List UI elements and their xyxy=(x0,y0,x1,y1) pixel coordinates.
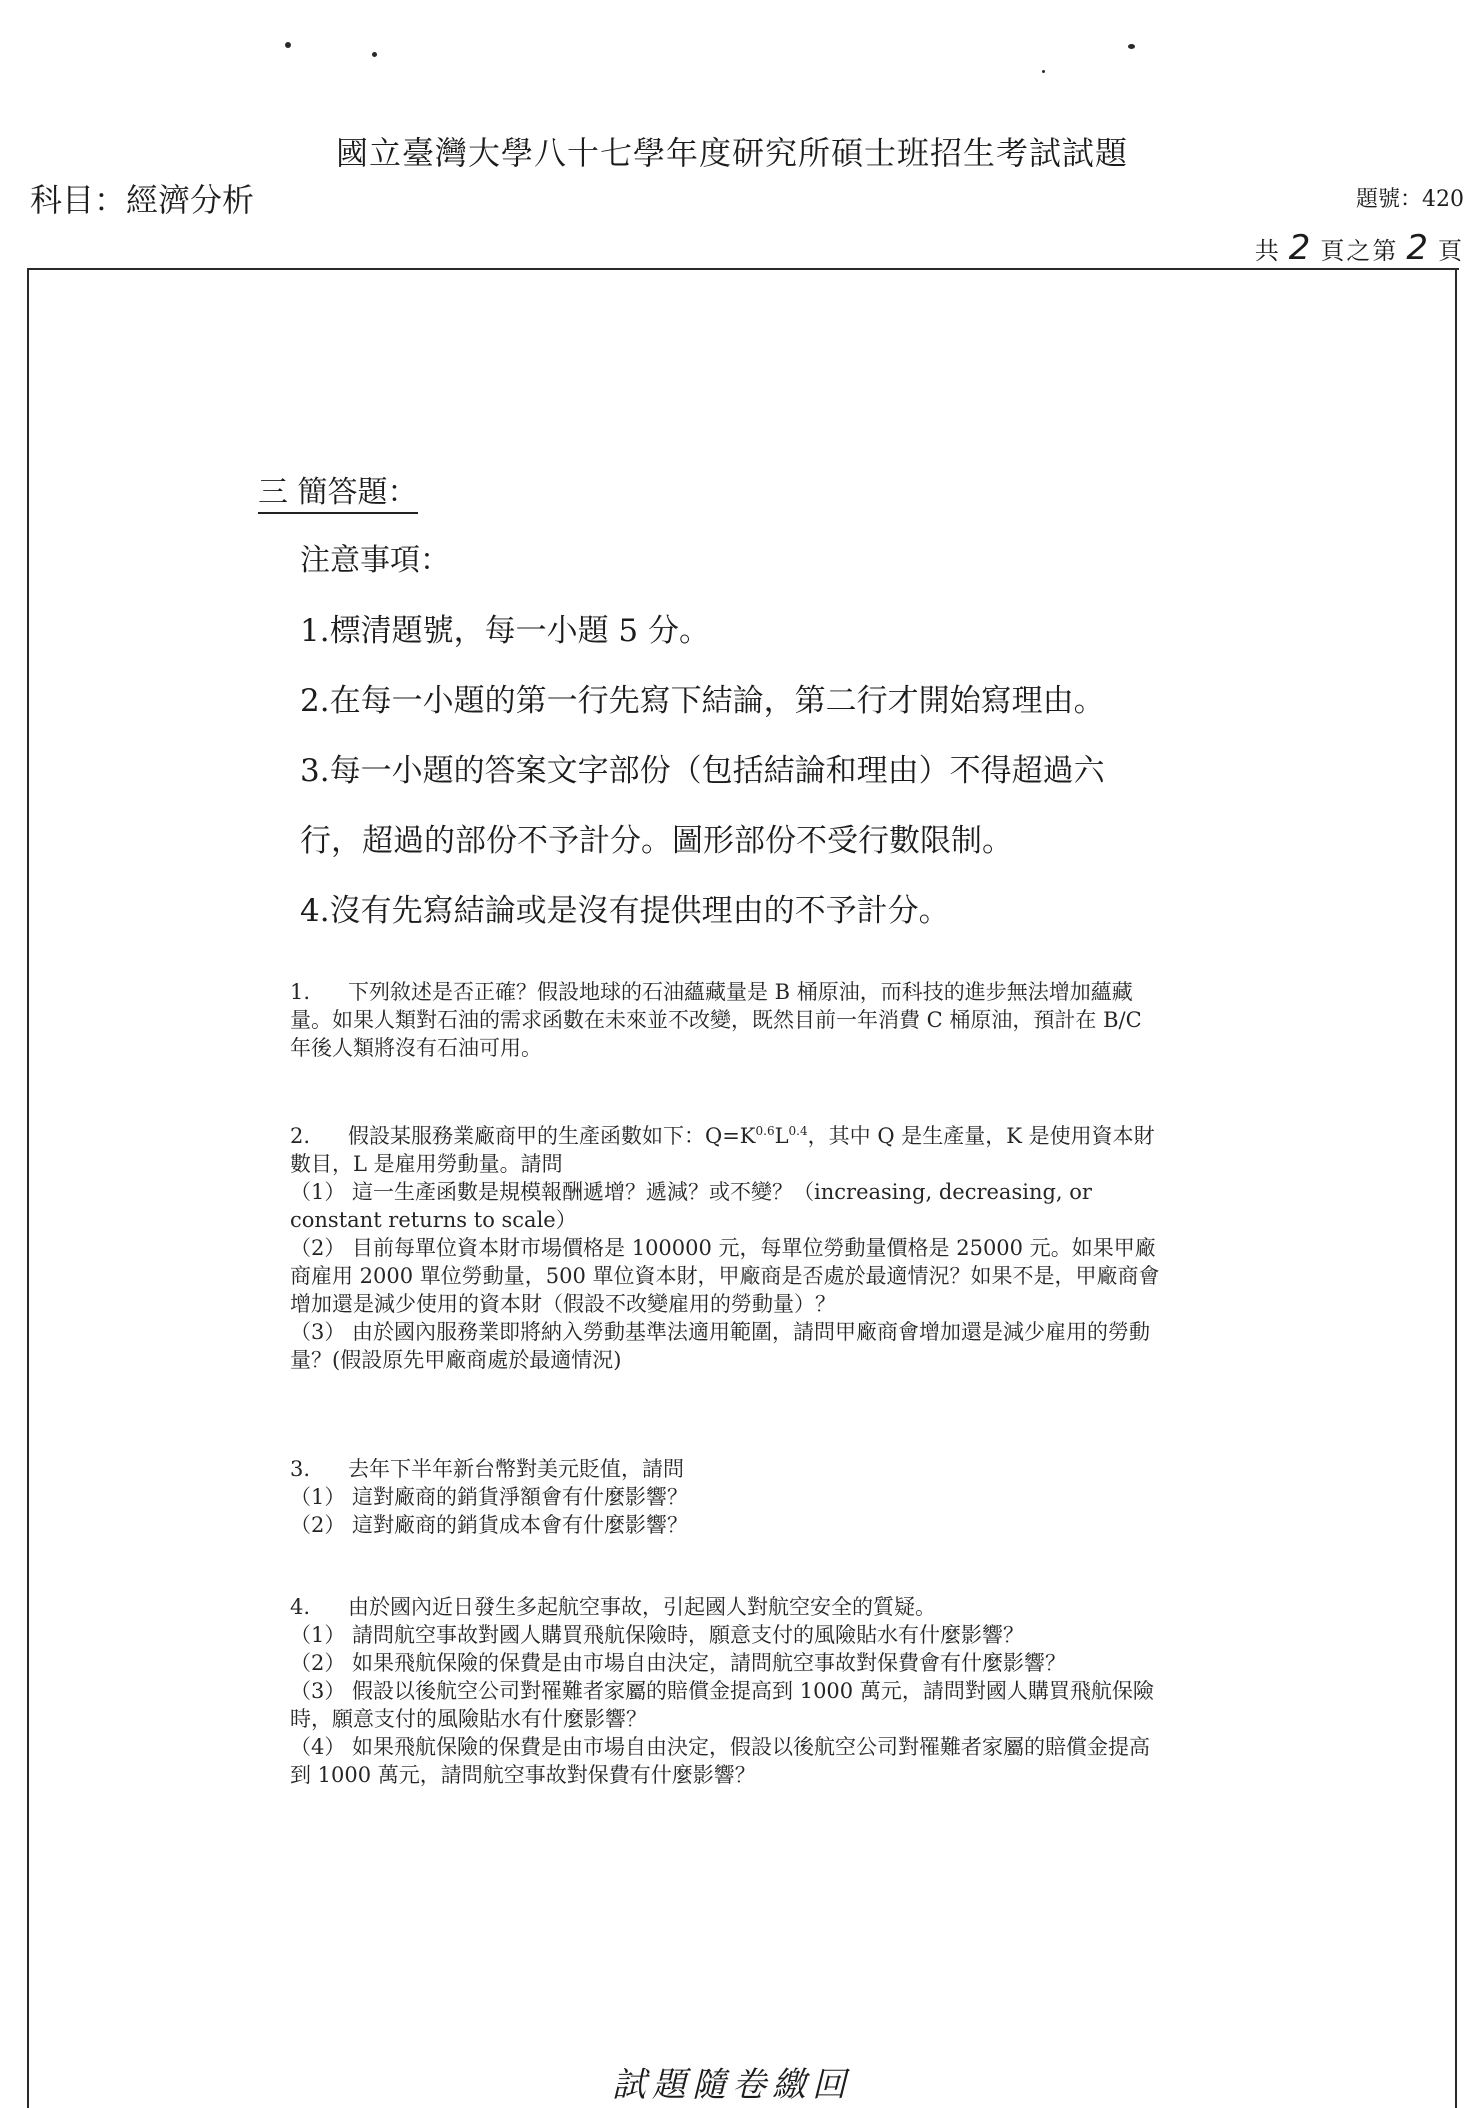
question-text: 下列敘述是否正確？假設地球的石油蘊藏量是 B 桶原油，而科技的進步無法增加蘊藏量。如果人類對石油的需求函數在未來並不改變，既然目前一年消費 C 桶原油，預計在 B/C 年後人類將沒有石油可用。 xyxy=(290,980,1142,1060)
pages-current: 2 xyxy=(1406,228,1430,268)
question-number-4: 4. xyxy=(290,1595,311,1619)
exponent-l: 0.4 xyxy=(788,1124,808,1138)
scan-speck xyxy=(285,42,291,48)
sub-question: （1） 這一生產函數是規模報酬遞增？遞減？或不變？（increasing, decreasing, or constant returns to scale） xyxy=(290,1180,1092,1232)
note-item: 2.在每一小題的第一行先寫下結論，第二行才開始寫理由。 xyxy=(300,683,1105,719)
sub-question: （2） 這對廠商的銷貨成本會有什麼影響？ xyxy=(290,1513,689,1537)
question-number-2: 2. xyxy=(290,1124,311,1148)
question-text: 由於國內近日發生多起航空事故，引起國人對航空安全的質疑。 xyxy=(348,1595,936,1619)
sub-question: （4） 如果飛航保險的保費是由市場自由決定，假設以後航空公司對罹難者家屬的賠償金提高到 1000 萬元，請問航空事故對保費有什麼影響？ xyxy=(290,1735,1151,1787)
pages-total: 2 xyxy=(1288,228,1313,268)
sub-question: （2） 如果飛航保險的保費是由市場自由決定，請問航空事故對保費會有什麼影響？ xyxy=(290,1651,1067,1675)
question-3 xyxy=(290,1455,1162,1539)
return-notice: 試題隨卷繳回 xyxy=(612,2065,852,2105)
question-4 xyxy=(290,1593,1162,1789)
pages-suffix: 頁 xyxy=(1438,237,1464,265)
scan-speck xyxy=(1128,44,1135,49)
question-number: 題號：420 xyxy=(1356,187,1464,212)
question-2: 2. 假設某服務業廠商甲的生產函數如下：$Q=K^{0.6}L^{0.4}$，其中 Q 是生產量，K 是使用資本財數目，L 是雇用勞動量。請問 （1） 這一生產函數是規模報酬遞增？遞減？或不變？（increasing, decreasing, or constant returns to scale） （2） 目前每單位資本財市場價格是 100000 元，每單位勞動量價格是 25000 元。如果甲廠商雇用 2000 單位勞動量，500 單位資本財，甲廠商是否處於最適情況？如果不是，甲廠商會增加還是減少使用的資本財（假設不改變雇用的勞動量）？ （3） 由於國內服務業即將納入勞動基準法適用範圍，請問甲廠商會增加還是減少雇用的勞動量？(假設原先甲廠商處於最適情況) xyxy=(290,1117,1162,1374)
note-item: 4.沒有先寫結論或是沒有提供理由的不予計分。 xyxy=(300,893,950,929)
question-1 xyxy=(290,978,1162,1062)
scan-speck xyxy=(372,52,377,57)
pages-middle: 頁之第 xyxy=(1320,237,1399,265)
note-item: 1.標清題號，每一小題 5 分。 xyxy=(300,613,711,649)
sub-question: （3） 由於國內服務業即將納入勞動基準法適用範圍，請問甲廠商會增加還是減少雇用的勞動量？(假設原先甲廠商處於最適情況) xyxy=(290,1320,1151,1372)
question-number-1: 1. xyxy=(290,980,311,1004)
note-item: 3.每一小題的答案文字部份（包括結論和理由）不得超過六 xyxy=(300,753,1105,789)
scan-speck xyxy=(1042,70,1045,73)
page-frame-right-edge xyxy=(1455,268,1457,2108)
page-count xyxy=(1255,228,1464,268)
sub-question: （3） 假設以後航空公司對罹難者家屬的賠償金提高到 1000 萬元，請問對國人購買飛航保險時，願意支付的風險貼水有什麼影響？ xyxy=(290,1679,1154,1731)
exam-title: 國立臺灣大學八十七學年度研究所碩士班招生考試試題 xyxy=(335,134,1128,172)
pages-prefix: 共 xyxy=(1254,237,1281,265)
sub-question: （2） 目前每單位資本財市場價格是 100000 元，每單位勞動量價格是 25000 元。如果甲廠商雇用 2000 單位勞動量，500 單位資本財，甲廠商是否處於最適情況？如果不是，甲廠商會增加還是減少使用的資本財（假設不改變雇用的勞動量）？ xyxy=(290,1236,1160,1316)
sub-question: （1） 這對廠商的銷貨淨額會有什麼影響？ xyxy=(290,1485,689,1509)
section-title: 三 簡答題： xyxy=(258,467,418,511)
notes-heading: 注意事項： xyxy=(300,543,450,578)
sub-question: （1） 請問航空事故對國人購買飛航保險時，願意支付的風險貼水有什麼影響？ xyxy=(290,1623,1025,1647)
question-number-3: 3. xyxy=(290,1457,311,1481)
exponent-k: 0.6 xyxy=(755,1124,775,1138)
subject-label: 科目：經濟分析 xyxy=(30,181,255,219)
note-item: 行，超過的部份不予計分。圖形部份不受行數限制。 xyxy=(300,823,1013,859)
question-text: 去年下半年新台幣對美元貶值，請問 xyxy=(348,1457,684,1481)
